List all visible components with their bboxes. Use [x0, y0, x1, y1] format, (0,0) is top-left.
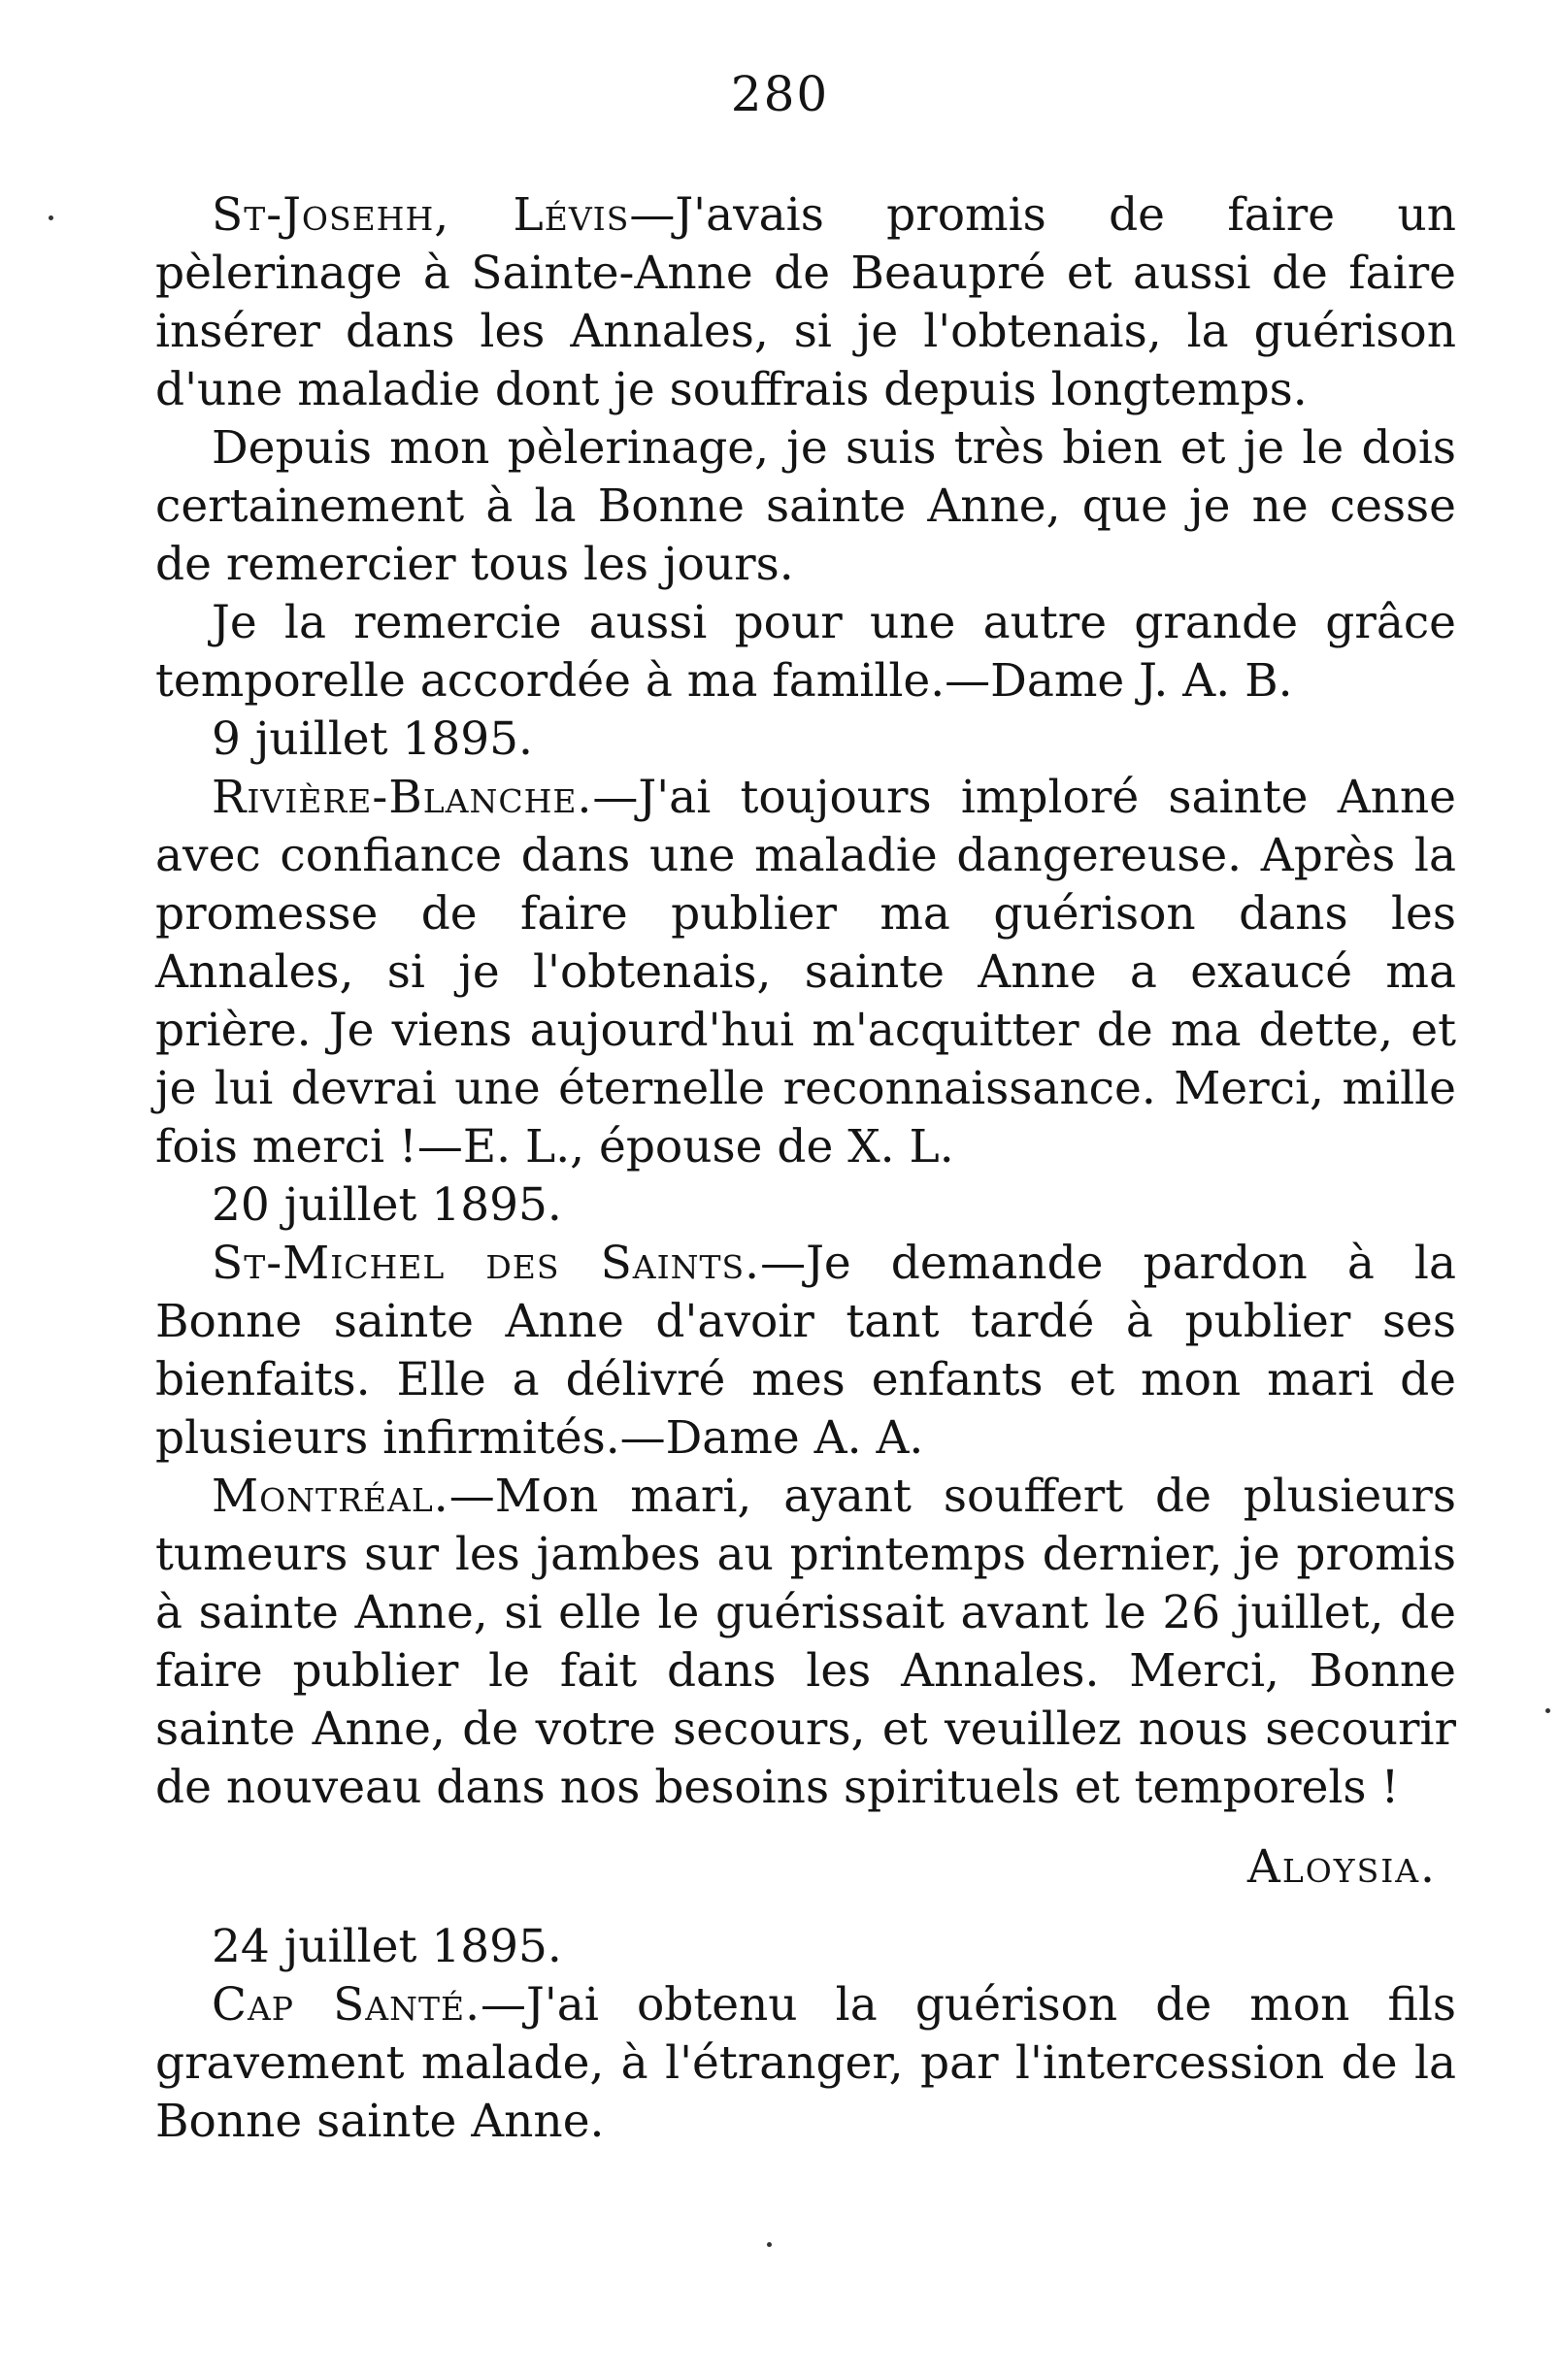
testimony-paragraph	[155, 769, 1456, 1176]
entry-date: 9 juillet 1895.	[212, 712, 533, 766]
entry-date: 24 juillet 1895.	[212, 1920, 562, 1973]
entry-date: 20 juillet 1895.	[212, 1178, 562, 1232]
signature: Aloysia.	[1246, 1840, 1437, 1894]
testimony-paragraph	[155, 1235, 1456, 1468]
testimony-text: —J'ai obtenu la guérison de mon fils gravement malade, à l'étranger, par l'intercession de la Bonne sainte Anne.	[155, 1978, 1456, 2148]
place-name: St-Josehh, Lévis	[212, 188, 630, 242]
testimony-text: Depuis mon pèlerinage, je suis très bien et je le dois certainement à la Bonne sainte Anne, que je ne cesse de remercier tous les jours.	[155, 421, 1456, 591]
testimony-paragraph	[155, 594, 1456, 711]
testimony-text: —J'avais promis de faire un pèlerinage à Sainte-Anne de Beaupré et aussi de faire insérer dans les Annales, si je l'obtenais, la guérison d'une maladie dont je souffrais depuis longtemps.	[155, 188, 1456, 416]
scan-speck	[767, 2242, 772, 2247]
place-name: Montréal.	[212, 1470, 449, 1523]
testimony-text: —J'ai toujours imploré sainte Anne avec confiance dans une maladie dangereuse. Après la promesse de faire publier ma guérison dans les Annales, si je l'obtenais, sainte Anne a exaucé ma prière. Je viens aujourd'hui m'acquitter de ma dette, et je lui devrai une éternelle reconnaissance. Merci, mille fois merci !—E. L., épouse de X. L.	[155, 771, 1456, 1173]
testimony-paragraph	[155, 186, 1456, 419]
testimony-text: —Mon mari, ayant souffert de plusieurs tumeurs sur les jambes au printemps dernier, je promis à sainte Anne, si elle le guérissait avant le 26 juillet, de faire publier le fait dans les Annales. Merci, Bonne sainte Anne, de votre secours, et veuillez nous secourir de nouveau dans nos besoins spirituels et temporels !	[155, 1470, 1456, 1814]
text-body	[155, 186, 1456, 2151]
testimony-text: Je la remercie aussi pour une autre grande grâce temporelle accordée à ma famille.—Dame J. A. B.	[155, 596, 1456, 708]
scan-speck	[49, 215, 53, 220]
scan-speck	[1545, 1708, 1550, 1713]
place-name: Rivière-Blanche.	[212, 771, 593, 824]
testimony-paragraph	[155, 419, 1456, 594]
place-name: Cap Santé.	[212, 1978, 481, 2032]
page-number: 280	[730, 66, 830, 122]
testimony-text: —Je demande pardon à la Bonne sainte Anne d'avoir tant tardé à publier ses bienfaits. Elle a délivré mes enfants et mon mari de plusieurs infirmités.—Dame A. A.	[155, 1237, 1456, 1465]
testimony-paragraph	[155, 1468, 1456, 1817]
testimony-paragraph	[155, 1976, 1456, 2151]
place-name: St-Michel des Saints.	[212, 1237, 761, 1290]
